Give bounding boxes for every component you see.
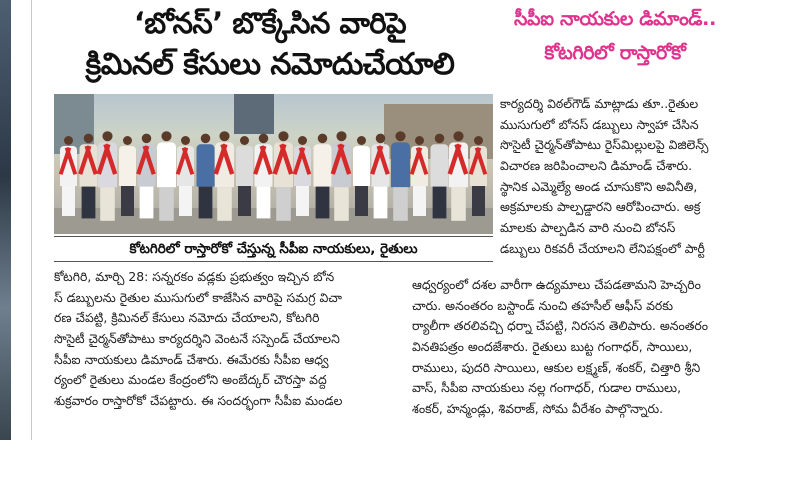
protester-figure <box>411 136 428 216</box>
protester-figure <box>430 134 448 219</box>
protester-figure <box>294 136 311 216</box>
article-line: ఆధ్వర్యంలో దశల వారీగా ఉద్యమాలు చేపడతామని హెచ్చరిం <box>412 277 701 292</box>
article-line: మాలకు పాల్పడిన వారి నుంచి బోనస్ <box>500 220 676 236</box>
protest-photo <box>54 94 493 234</box>
protester-figure <box>79 134 97 219</box>
subheadline-line-1: సీపీఐ నాయకుల డిమాండ్.. <box>513 8 716 30</box>
protester-figure <box>119 136 136 216</box>
protester-figure <box>98 131 117 221</box>
protester-figure <box>332 131 351 221</box>
article-line: సీపీఐ నాయకులు డిమాండ్ చేశారు. ఈమేరకు సీపీఐ ఆధ్వ <box>54 351 329 367</box>
article-line: కార్యదర్శి విఠల్‌గౌడ్ మాట్లాడు తూ..రైతుల <box>500 96 699 111</box>
article-line: కోటగిరి, మార్చి 28: సన్నరకం వడ్లకు ప్రభుత్వం ఇచ్చిన బోన <box>54 269 335 284</box>
headline-line-2: క్రిమినల్ కేసులు నమోదుచేయాలి <box>85 47 455 82</box>
article-line: ర్యాలీగా తరలివచ్చి ధర్నా చేపట్టి, నిరసన తెలిపారు. అనంతరం <box>412 318 709 334</box>
protester-figure <box>273 131 292 221</box>
article-line: అక్రమాలకు పాల్పడ్డారని ఆరోపించారు. అక్ర <box>500 199 701 215</box>
article-line: ముసుగులో బోనస్ డబ్బులు స్వాహా చేసిన <box>500 116 699 132</box>
article-line: స్థానిక ఎమ్మెల్యే అండ చూసుకొని అవినీతి, <box>500 178 698 194</box>
article-line: సొసైటీ చైర్మన్‌తోపాటు కార్యదర్శిని వెంటనే సస్పెండ్ చేయాలని <box>54 331 340 347</box>
protester-figure <box>196 134 214 219</box>
protester-figure <box>254 134 272 219</box>
article-column-right-bottom <box>412 275 787 420</box>
column-rule <box>31 0 32 440</box>
protester-figure <box>236 136 253 216</box>
adjacent-page-edge <box>0 0 11 440</box>
article-line: శంకర్, హన్మండ్లు, శివరాజ్, సోమ వీరేశం పాల్గొన్నారు. <box>412 401 664 417</box>
article-line: డబ్బులు రికవరీ చేయాలని లేనిపక్షంలో పార్టీ <box>500 240 705 256</box>
article-line: స్ డబ్బులను రైతుల ముసుగులో కాజేసిన వారిపై సమగ్ర విచా <box>54 289 342 305</box>
headline-line-1: ‘బోనస్’ బొక్కేసిన వారిపై <box>133 6 407 40</box>
protester-figure <box>60 136 77 216</box>
photo-caption: కోటగిరిలో రాస్తారోకో చేస్తున్న సీపీఐ నాయకులు, రైతులు <box>54 236 493 262</box>
article-line: రాములు, పుదరి సాయిలు, ఆకుల లక్ష్మణ్, శంకర్, చిత్తారి శ్రీని <box>412 359 701 375</box>
article-line: ర్యంలో రైతులు మండల కేంద్రంలోని అంబేద్కర్ చౌరస్తా వద్ద <box>54 372 327 388</box>
article-line: వినతిపత్రం అందజేశారు. రైతులు బుట్ట గంగాధర్, సాయిలు, <box>412 339 693 355</box>
subheadline-line-2: కోటగిరిలో రాస్తారోకో <box>544 42 686 64</box>
protester-figure <box>353 136 370 216</box>
article-line: రణ చేపట్టి, క్రిమినల్ కేసులు నమోదు చేయాలని, కోటగిరి <box>54 310 320 326</box>
article-column-right-top <box>500 94 785 260</box>
protester-figure <box>390 131 409 221</box>
article-line: విచారణ జరిపించాలని డిమాండ్ చేశారు. <box>500 158 693 174</box>
article-line: వాస్, సీపీఐ నాయకులు నల్ల గంగాధర్, గుడాల రాములు, <box>412 380 682 396</box>
article-line: చారు. అనంతరం బస్టాండ్ నుంచి తహసీల్ ఆఫీస్ వరకు <box>412 297 674 313</box>
protester-figure <box>313 134 331 219</box>
protester-figure <box>156 131 175 221</box>
protester-figure <box>371 134 389 219</box>
protester-figure <box>449 131 468 221</box>
protester-figure <box>177 136 194 216</box>
protester-figure <box>215 131 234 221</box>
article-line: సొసైటీ చైర్మన్‌తోపాటు రైస్‌మిల్లులపై విజిలెన్స్ <box>500 137 709 153</box>
article-column-left <box>54 267 399 412</box>
protester-figure <box>470 136 487 216</box>
article-line: శుక్రవారం రాస్తారోకో చేపట్టారు. ఈ సందర్భంగా సీపీఐ మండల <box>54 393 343 409</box>
protester-figure <box>137 134 155 219</box>
